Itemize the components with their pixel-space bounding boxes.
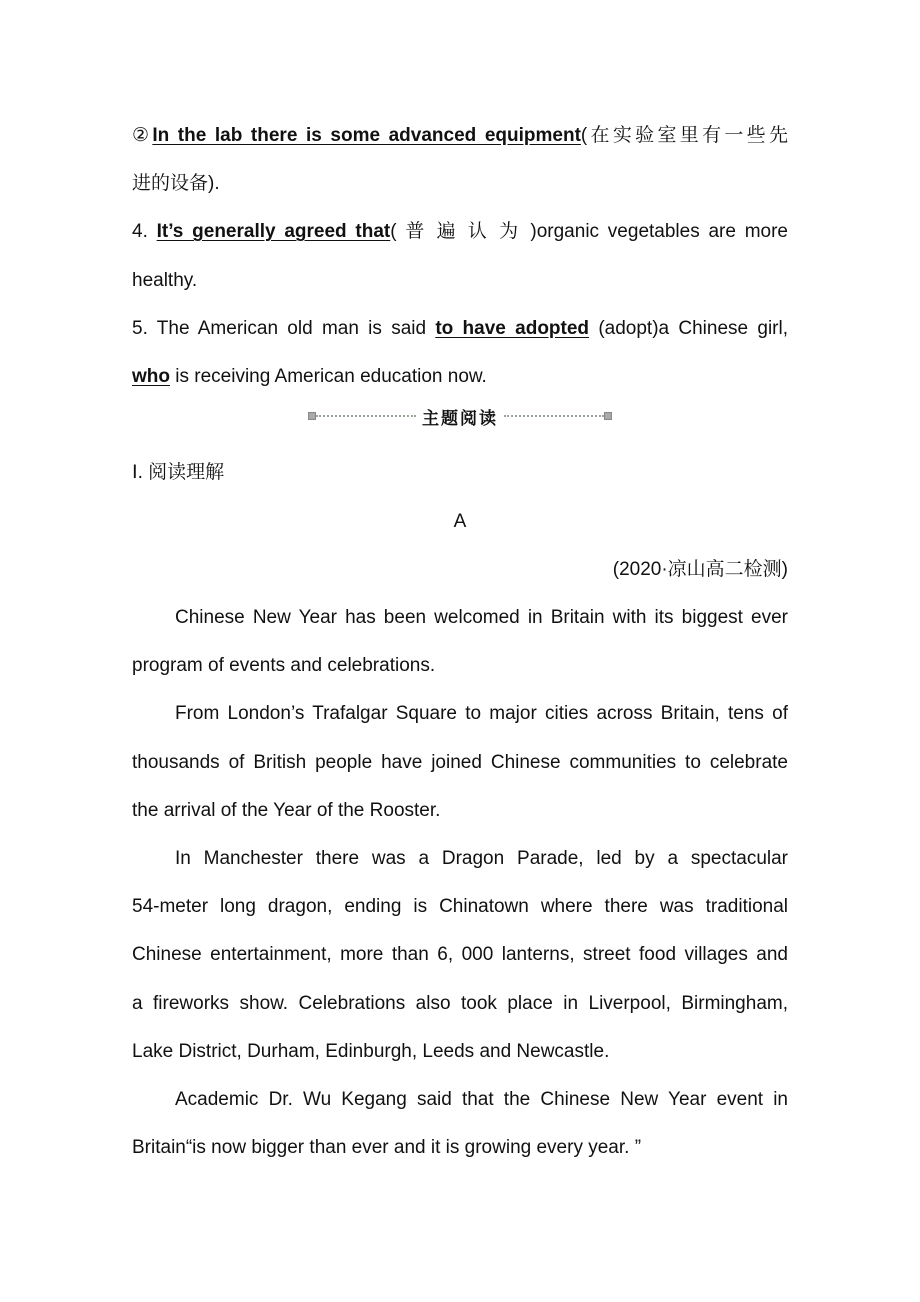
text-line [175,1076,788,1124]
text-line [132,208,788,256]
text-segment: a fireworks show. Celebrations also took place in Liverpool, Birmingham, [132,992,788,1014]
answer-text: In the lab there is some advanced equipment [152,125,581,146]
text-line [175,594,788,642]
divider-title: 主题阅读 [422,408,498,429]
text-segment: Britain“is now bigger than ever and it is growing every year. ” [132,1137,642,1159]
text-segment: A [453,510,467,532]
text-line [132,257,788,305]
text-line [132,1124,788,1172]
text-segment: program of events and celebrations. [132,655,436,677]
divider-cap [604,412,612,420]
text-segment: is receiving American education now. [170,366,487,387]
text-segment: Ⅰ. 阅读理解 [132,462,225,484]
text-line [132,353,788,401]
text-line [132,160,788,208]
divider-rule [504,415,604,417]
text-line [132,739,788,787]
text-segment: Chinese New Year has been welcomed in Britain with its biggest ever [175,607,788,628]
answer-text: to have adopted [435,317,590,339]
text-segment: Lake District, Durham, Edinburgh, Leeds and Newcastle. [132,1040,610,1062]
text-segment: ② [132,125,153,146]
text-line [132,112,788,160]
text-segment: From London’s Trafalgar Square to major cities across Britain, tens of [175,703,788,725]
text-segment: (adopt)a Chinese girl, [589,317,788,339]
text-segment: thousands of British people have joined Chinese communities to celebrate [132,751,788,773]
text-segment: (在实验室里有一些先 [580,125,788,146]
text-segment: Academic Dr. Wu Kegang said that the Chinese New Year event in [175,1089,788,1110]
text-line [175,835,788,883]
text-line [132,498,788,546]
text-line [132,1028,788,1076]
text-line [132,449,788,497]
text-segment: 5. The American old man is said [132,317,436,339]
text-segment: Chinese entertainment, more than 6, 000 lanterns, street food villages and [132,944,788,966]
answer-text: who [132,366,170,387]
text-line [132,546,788,594]
text-segment: ( 普 遍 认 为 )organic vegetables are more [390,221,788,243]
section-divider [308,404,612,428]
text-line [132,931,788,979]
text-segment: 54-meter long dragon, ending is Chinatown where there was traditional [132,896,788,918]
divider-cap [308,412,316,420]
text-line [175,690,788,738]
text-segment: the arrival of the Year of the Rooster. [132,799,441,821]
text-segment: In Manchester there was a Dragon Parade, led by a spectacular [175,848,788,869]
text-segment: (2020·凉山高二检测) [612,558,788,580]
text-line [132,305,788,353]
text-line [132,883,788,931]
text-segment: 4. [132,221,157,243]
answer-text: It’s generally agreed that [156,221,391,243]
text-segment: healthy. [132,269,198,291]
text-line [132,787,788,835]
text-segment: 进的设备). [132,173,220,195]
text-line [132,980,788,1028]
divider-rule [316,415,416,417]
text-line [132,642,788,690]
